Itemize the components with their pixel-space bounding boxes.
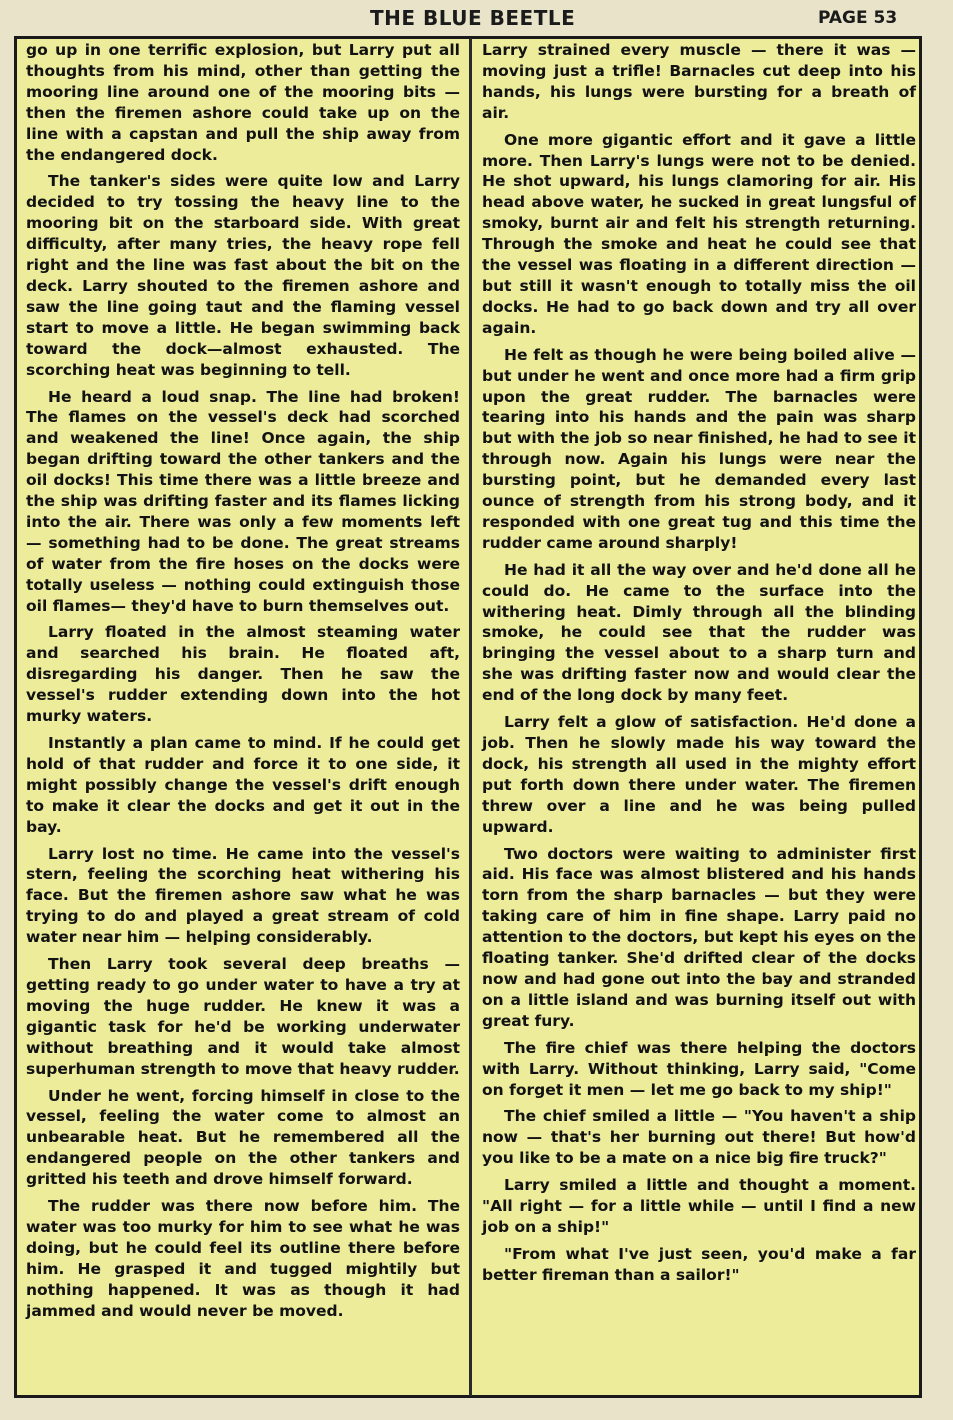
paragraph: Larry smiled a little and thought a moment. "All right — for a little while — until I find a new job on a ship!" — [482, 1176, 916, 1236]
paragraph: He heard a loud snap. The line had broken! The flames on the vessel's deck had scorched and weakened the line! Once again, the ship began drifting toward the other tankers and the oil docks! This time there was a little breeze and the ship was drifting faster and its flames licking into the air. There was only a few moments left — something had to be done. The great streams of water from the fire hoses on the docks were totally useless — nothing could extinguish those oil flames— they'd have to burn themselves out. — [26, 387, 460, 615]
paragraph: go up in one terrific explosion, but Larry put all thoughts from his mind, other than getting the mooring line around one of the mooring bits — then the firemen ashore could take up on the line with a capstan and pull the ship away from the endangered dock. — [26, 41, 460, 164]
paragraph: Then Larry took several deep breaths — getting ready to go under water to have a try at moving the huge rudder. He knew it was a gigantic task for he'd be working underwater without breathing and it would take almost superhuman strength to move that heavy rudder. — [26, 955, 460, 1078]
paragraph: One more gigantic effort and it gave a little more. Then Larry's lungs were not to be denied. He shot upward, his lungs clamoring for air. His head above water, he sucked in great lungsful of smoky, burnt air and felt his strength returning. Through the smoke and heat he could see that the vessel was floating in a different direction — but still it wasn't enough to totally miss the oil docks. He had to go back down and try all over again. — [482, 130, 916, 337]
paragraph: Two doctors were waiting to administer first aid. His face was almost blistered and his hands torn from the sharp barnacles — but they were taking care of him in fine shape. Larry paid no attention to the doctors, but kept his eyes on the floating tanker. She'd drifted clear of the docks now and had gone out into the bay and stranded on a little island and was burning itself out with great fury. — [482, 844, 916, 1030]
paragraph: Larry strained every muscle — there it was — moving just a trifle! Barnacles cut deep into his hands, his lungs were bursting for a breath of air. — [482, 41, 916, 122]
paragraph: He felt as though he were being boiled alive — but under he went and once more had a firm grip upon the great rudder. The barnacles were tearing into his hands and the pain was sharp but with the job so near finished, he had to see it through now. Again his lungs were near the bursting point, but he demanded every last ounce of strength from his strong body, and it responded with one great tug and this time the rudder came around sharply! — [482, 345, 916, 552]
paragraph: The chief smiled a little — "You haven't a ship now — that's her burning out there! But how'd you like to be a mate on a nice big fire truck?" — [482, 1107, 916, 1168]
paragraph: Larry floated in the almost steaming water and searched his brain. He floated aft, disregarding his danger. Then he saw the vessel's rudder extending down into the hot murky waters. — [26, 623, 460, 726]
paragraph: Larry lost no time. He came into the vessel's stern, feeling the scorching heat withering his face. But the firemen ashore saw what he was trying to do and played a great stream of cold water near him — helping considerably. — [26, 844, 460, 947]
comic-title: THE BLUE BEETLE — [370, 6, 576, 30]
paragraph: The fire chief was there helping the doctors with Larry. Without thinking, Larry said, "Come on forget it men — let me go back to my ship!" — [482, 1038, 916, 1099]
left-column — [26, 40, 460, 1327]
right-column — [482, 40, 916, 1292]
paragraph: Under he went, forcing himself in close to the vessel, feeling the water come to almost an unbearable heat. But he remembered all the endangered people on the other tankers and gritted his teeth and drove himself forward. — [26, 1086, 460, 1189]
paragraph: He had it all the way over and he'd done all he could do. He came to the surface into the withering heat. Dimly through all the blinding smoke, he could see that the rudder was bringing the vessel about to a sharp turn and she was drifting faster now and would clear the end of the long dock by many feet. — [482, 560, 916, 705]
paragraph: The rudder was there now before him. The water was too murky for him to see what he was doing, but he could feel its outline there before him. He grasped it and tugged mightily but nothing happened. It was as though it had jammed and would never be moved. — [26, 1197, 460, 1320]
paragraph: "From what I've just seen, you'd make a far better fireman than a sailor!" — [482, 1244, 916, 1284]
paragraph: The tanker's sides were quite low and Larry decided to try tossing the heavy line to the mooring bit on the starboard side. With great difficulty, after many tries, the heavy rope fell right and the line was fast about the bit on the deck. Larry shouted to the firemen ashore and saw the line going taut and the flaming vessel start to move a little. He began swimming back toward the dock—almost exhausted. The scorching heat was beginning to tell. — [26, 172, 460, 379]
column-divider — [469, 38, 472, 1396]
paragraph: Larry felt a glow of satisfaction. He'd done a job. Then he slowly made his way toward the dock, his strength all used in the mighty effort put forth down there under water. The firemen threw over a line and he was being pulled upward. — [482, 713, 916, 836]
paragraph: Instantly a plan came to mind. If he could get hold of that rudder and force it to one side, it might possibly change the vessel's drift enough to make it clear the docks and get it out in the bay. — [26, 734, 460, 836]
page-header — [0, 4, 953, 34]
page-number: PAGE 53 — [818, 8, 898, 28]
